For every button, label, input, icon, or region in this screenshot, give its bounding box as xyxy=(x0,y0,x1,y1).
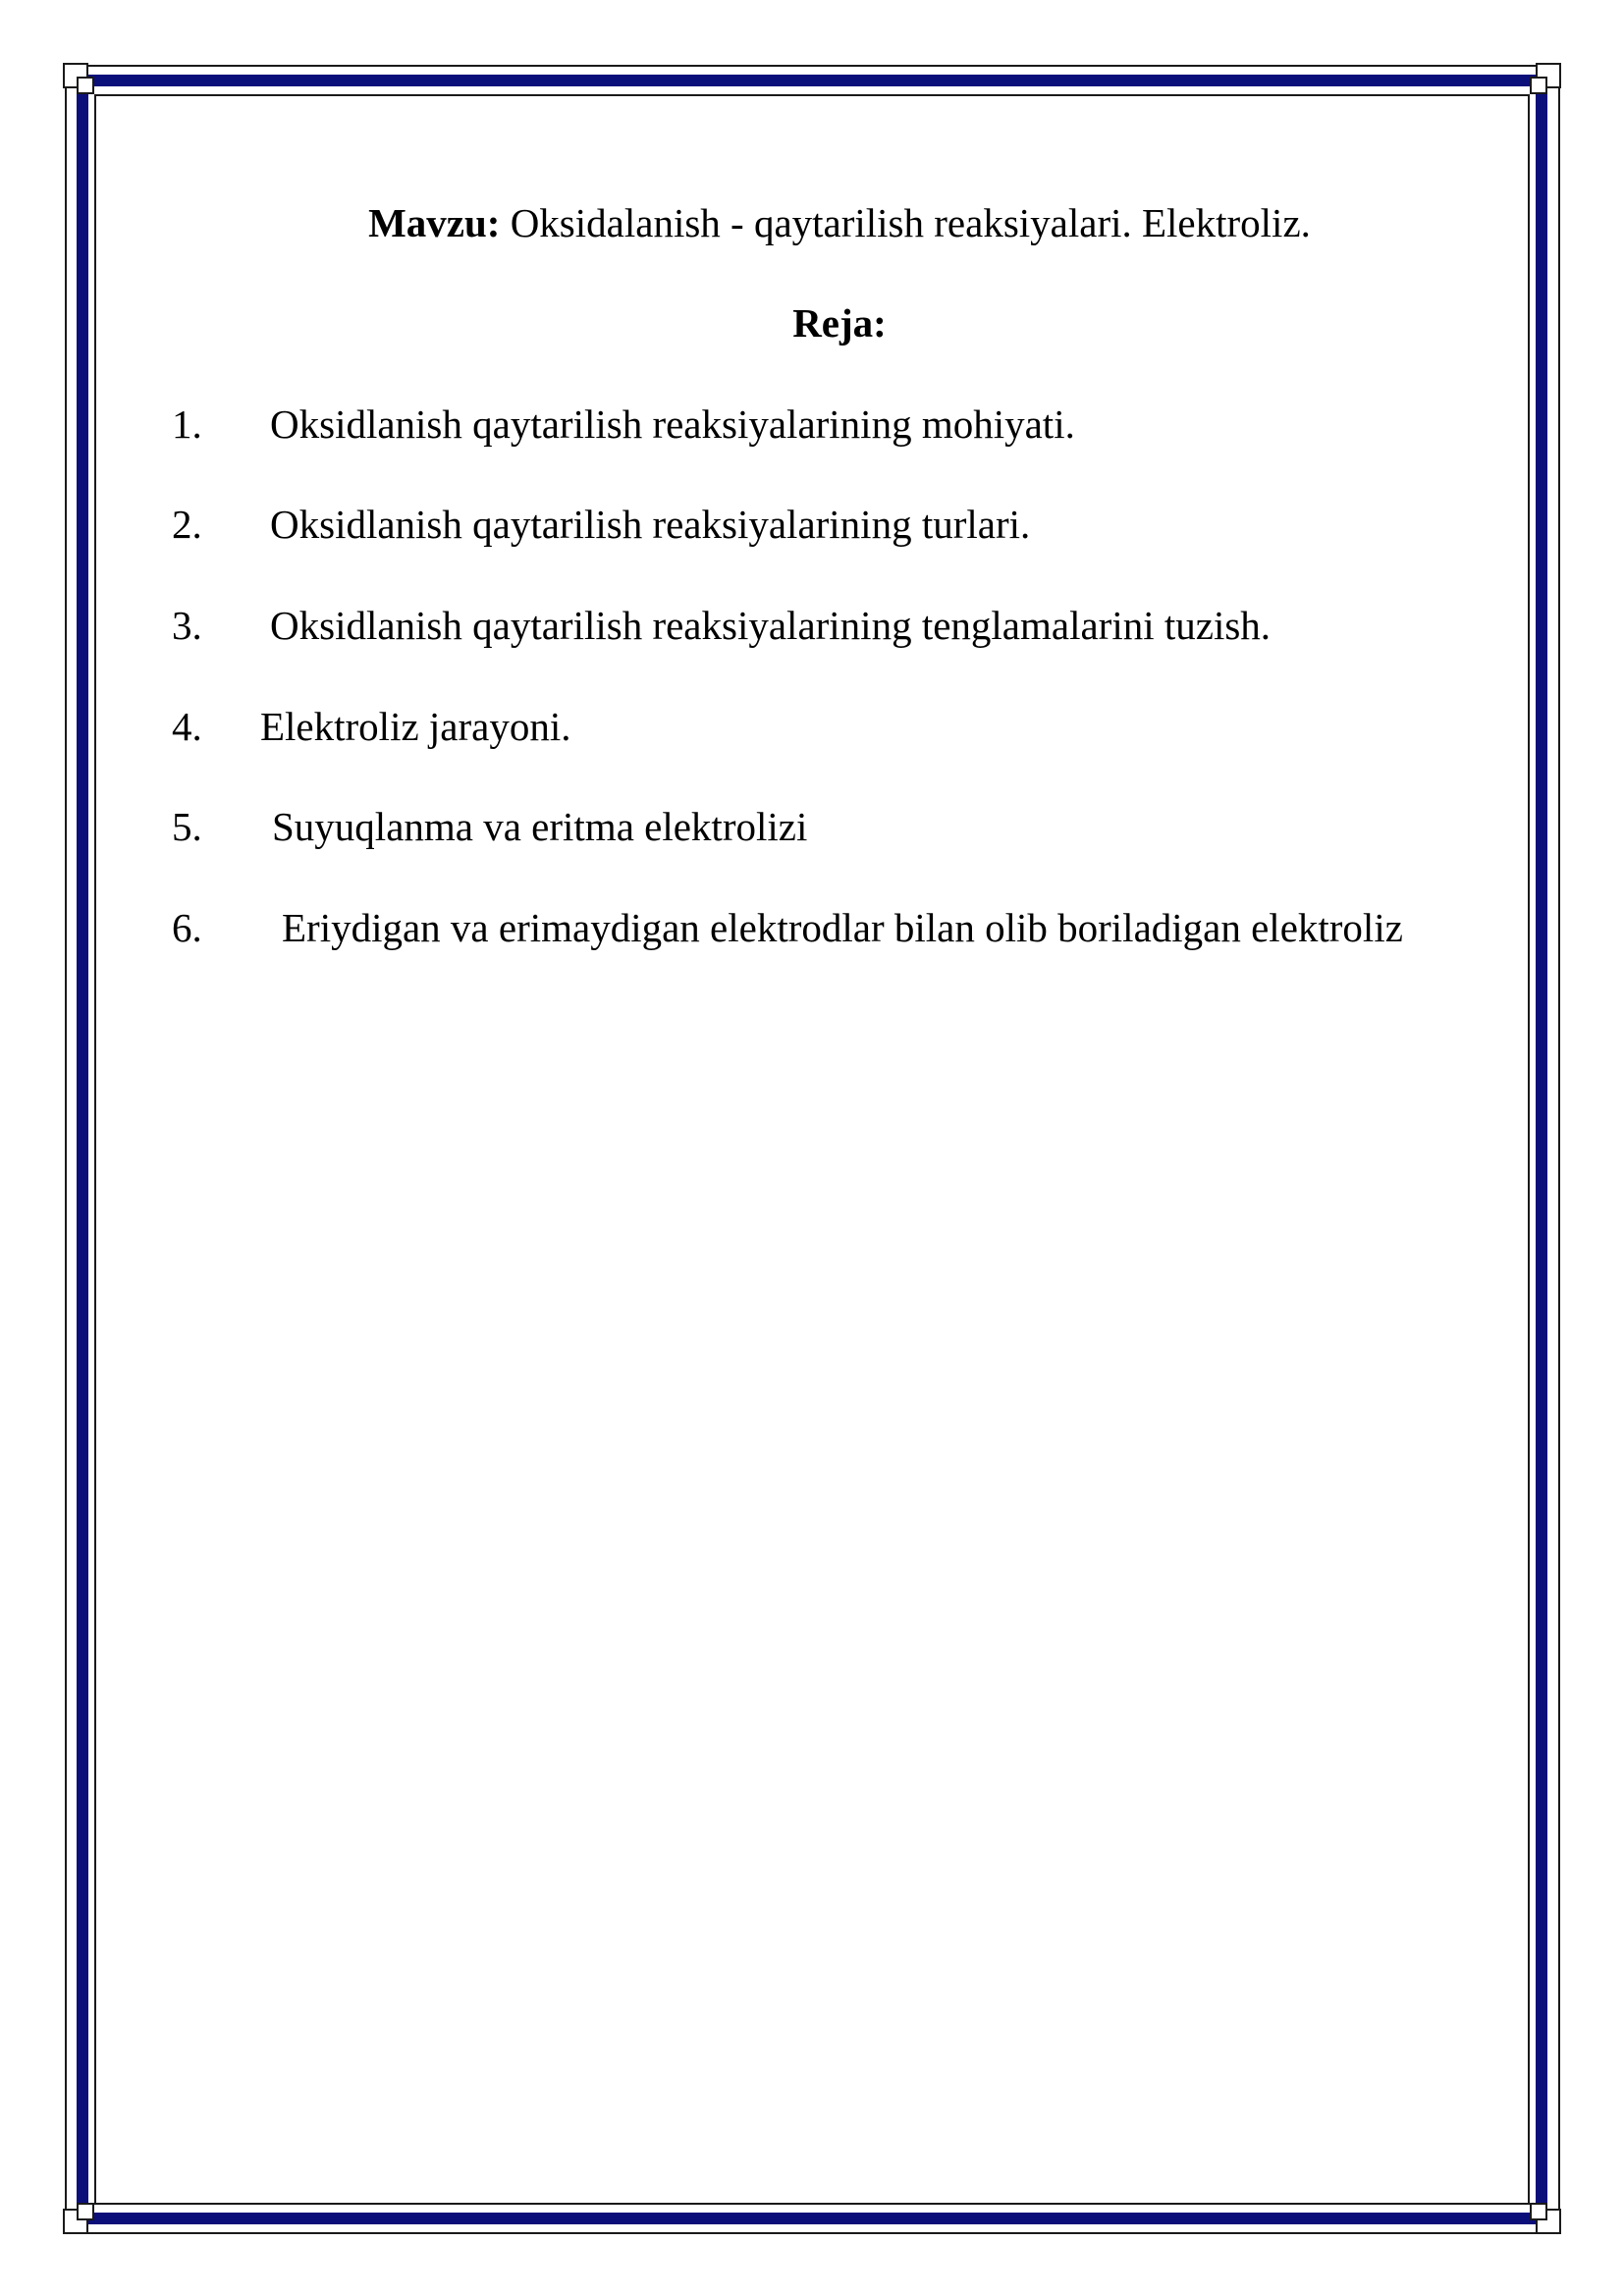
topic-text: Oksidalanish - qaytarilish reaksiyalari. Elektroliz. xyxy=(500,200,1311,245)
plan-item-text: Oksidlanish qaytarilish reaksiyalarining tenglamalarini tuzish. xyxy=(270,603,1272,648)
plan-item-text: Eriydigan va erimaydigan elektrodlar bilan olib boriladigan elektroliz xyxy=(282,905,1403,950)
plan-item-number: 5. xyxy=(172,804,202,849)
plan-item-number: 1. xyxy=(172,401,202,447)
plan-item-text: Suyuqlanma va eritma elektrolizi xyxy=(272,804,808,849)
plan-title: Reja: xyxy=(792,300,887,346)
corner-ornament-bottom-right xyxy=(1522,2195,1561,2234)
plan-item-number: 4. xyxy=(172,704,202,749)
plan-item xyxy=(172,398,1075,451)
plan-item-number: 3. xyxy=(172,603,202,648)
plan-item xyxy=(172,800,807,853)
plan-item-text: Oksidlanish qaytarilish reaksiyalarining turlari. xyxy=(270,502,1031,547)
topic-line xyxy=(0,196,1624,249)
plan-item xyxy=(172,498,1030,551)
plan-item-number: 2. xyxy=(172,502,202,547)
plan-item-number: 6. xyxy=(172,905,202,950)
corner-ornament-bottom-left xyxy=(63,2195,102,2234)
plan-item xyxy=(172,901,1403,954)
plan-item-text: Elektroliz jarayoni. xyxy=(260,704,571,749)
corner-ornament-top-right xyxy=(1522,63,1561,102)
plan-item-text: Oksidlanish qaytarilish reaksiyalarining mohiyati. xyxy=(270,401,1075,447)
plan-item xyxy=(172,599,1271,652)
plan-item xyxy=(172,700,571,753)
corner-ornament-top-left xyxy=(63,63,102,102)
topic-label: Mavzu: xyxy=(368,200,501,245)
